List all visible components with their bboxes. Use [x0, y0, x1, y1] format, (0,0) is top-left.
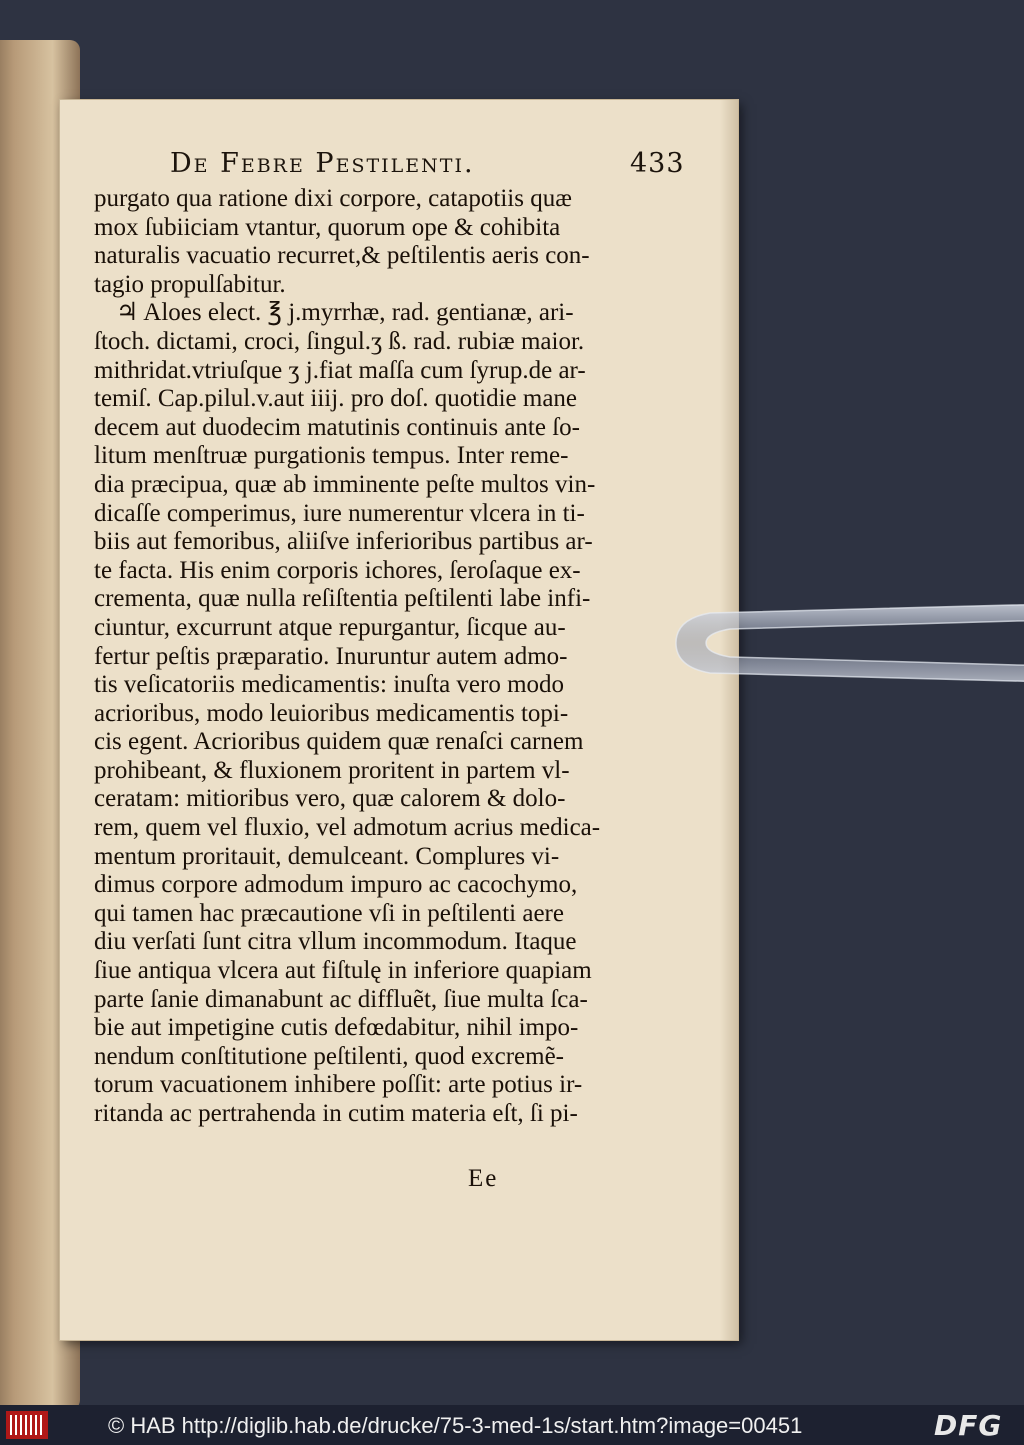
text-line: torum vacuationem inhibere poſſit: arte potius ir- — [94, 1071, 583, 1099]
text-line: biis aut femoribus, aliiſve inferioribus partibus ar- — [94, 528, 593, 556]
page-number: 433 — [630, 148, 685, 179]
facing-page-text-fragment — [0, 110, 65, 1210]
text-line: parte ſanie dimanabunt ac diffluẽt, ſiue multa ſca- — [94, 985, 588, 1013]
text-line: tagio propulſabitur. — [94, 270, 286, 298]
text-line: rem, quem vel fluxio, vel admotum acrius medica- — [94, 814, 601, 842]
footer-source-link[interactable]: © HAB http://diglib.hab.de/drucke/75-3-med-1s/start.htm?image=00451 — [108, 1413, 803, 1438]
footer-bar — [0, 1405, 1024, 1445]
running-head: De Febre Pestilenti. — [170, 148, 475, 179]
text-line: nendum conſtitutione peſtilenti, quod excremẽ- — [94, 1042, 565, 1070]
hab-logo-icon — [6, 1411, 48, 1439]
page-clip — [670, 595, 1024, 690]
text-line: cis egent. Acrioribus quidem quæ renaſci carnem — [94, 728, 584, 756]
text-line: fertur peſtis præparatio. Inuruntur autem admo- — [94, 642, 568, 670]
text-line: mentum proritauit, demulceant. Complures vi- — [94, 842, 560, 870]
text-line: qui tamen hac præcautione vſi in peſtilenti aere — [94, 899, 564, 927]
signature-mark: Ee — [468, 1165, 499, 1192]
text-line: tis veſicatoriis medicamentis: inuſta vero modo — [94, 671, 565, 699]
text-line: ſtoch. dictami, croci, ſingul.ʒ ß. rad. rubiæ maior. — [94, 327, 585, 355]
text-line: dicaſſe comperimus, iure numerentur vlcera in ti- — [94, 499, 585, 527]
page-body-text — [94, 185, 624, 1129]
text-line: naturalis vacuatio recurret,& peſtilentis aeris con- — [94, 242, 590, 270]
text-line: ceratam: mitioribus vero, quæ calorem & dolo- — [94, 785, 566, 813]
text-line: bie aut impetigine cutis defœdabitur, nihil impo- — [94, 1014, 579, 1042]
text-line: diu verſati ſunt citra vllum incommodum. Itaque — [94, 928, 577, 956]
dfg-logo: DFG — [934, 1409, 1003, 1442]
book-page — [60, 100, 738, 1340]
text-line: mithridat.vtriuſque ʒ j.fiat maſſa cum ſyrup.de ar- — [94, 356, 586, 384]
text-line: purgato qua ratione dixi corpore, catapotiis quæ — [94, 185, 572, 212]
text-line: decem aut duodecim matutinis continuis ante ſo- — [94, 413, 580, 441]
text-line: ciuntur, excurrunt atque repurgantur, ſicque au- — [94, 613, 566, 641]
text-line: dia præcipua, quæ ab imminente peſte multos vin- — [94, 470, 596, 498]
text-line: ♃ Aloes elect. ℥ j.myrrhæ, rad. gentianæ, ari- — [116, 299, 574, 327]
text-line: prohibeant, & fluxionem proritent in partem vl- — [94, 756, 570, 784]
text-line: acrioribus, modo leuioribus medicamentis topi- — [94, 699, 569, 727]
text-line: temiſ. Cap.pilul.v.aut iiij. pro doſ. quotidie mane — [94, 385, 578, 413]
text-line: dimus corpore admodum impuro ac cacochymo, — [94, 871, 578, 899]
text-line: crementa, quæ nulla reſiſtentia peſtilenti labe infi- — [94, 585, 591, 613]
text-line: litum menſtruæ purgationis tempus. Inter reme- — [94, 442, 569, 470]
text-line: mox ſubiiciam vtantur, quorum ope & cohibita — [94, 213, 561, 241]
text-line: ſiue antiqua vlcera aut fiſtulę in inferiore quapiam — [94, 957, 592, 985]
text-line: ritanda ac pertrahenda in cutim materia eſt, ſi pi- — [94, 1100, 578, 1127]
text-line: te facta. His enim corporis ichores, ſeroſaque ex- — [94, 556, 581, 584]
